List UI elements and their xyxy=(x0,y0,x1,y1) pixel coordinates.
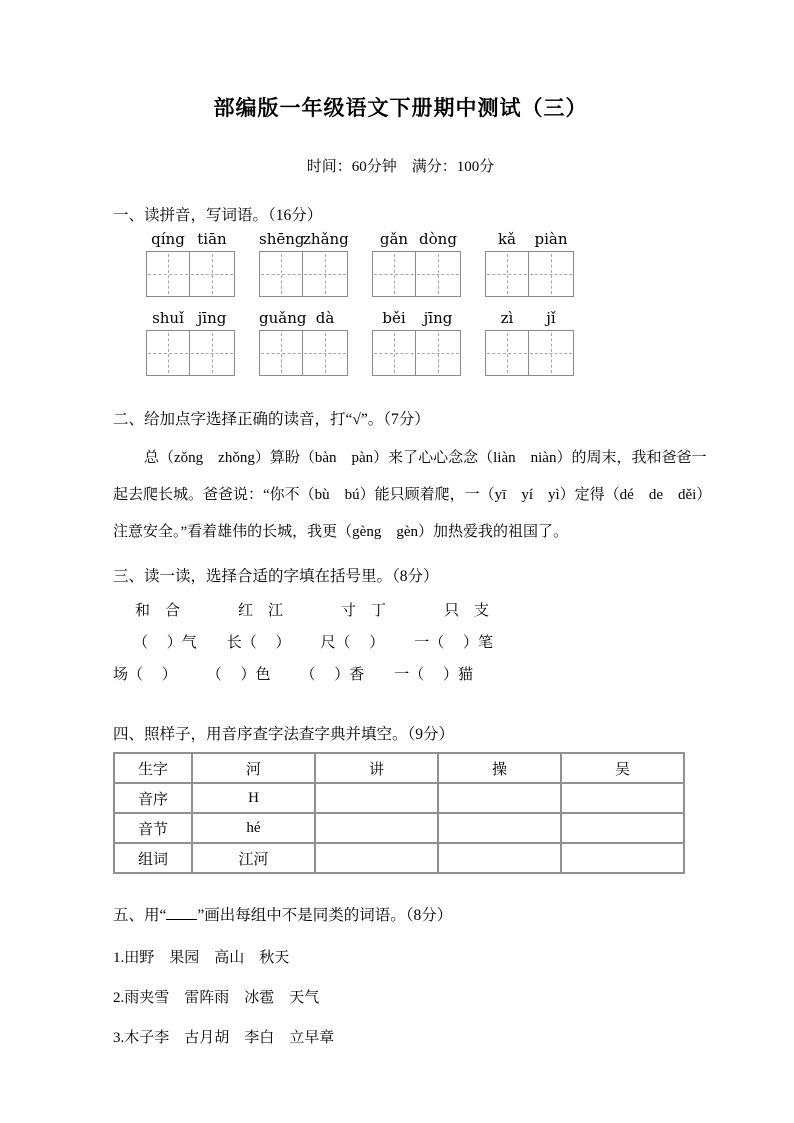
writing-cell[interactable] xyxy=(372,251,416,297)
pinyin-group xyxy=(259,230,348,249)
answer-cell[interactable] xyxy=(561,783,684,813)
section-1-heading: 一、读拼音，写词语。（16分） xyxy=(113,207,323,224)
writing-cell[interactable] xyxy=(190,330,235,376)
pinyin-syllable: qíng xyxy=(151,230,185,248)
writing-cell[interactable] xyxy=(416,330,461,376)
table-cell: 生字 xyxy=(114,753,192,783)
table-cell: 操 xyxy=(438,753,561,783)
pronunciation-passage xyxy=(113,440,712,551)
writing-cell[interactable] xyxy=(146,330,190,376)
pinyin-syllable: shēng xyxy=(259,230,305,248)
fill-in-item: （ ）香 xyxy=(300,667,365,683)
answer-cell[interactable] xyxy=(315,783,438,813)
fill-in-item: （ ）色 xyxy=(206,667,271,683)
pinyin-group xyxy=(372,230,461,249)
pinyin-group xyxy=(372,309,461,328)
word-group-2: 2.雨夹雪 雷阵雨 冰雹 天气 xyxy=(113,990,320,1006)
writing-box-group xyxy=(146,330,235,376)
fill-in-item: 长（ ） xyxy=(226,635,291,651)
heading-text: ”画出每组中不是同类的词语。（8分） xyxy=(197,907,453,924)
fill-in-row-1 xyxy=(133,633,688,653)
writing-box-group xyxy=(259,251,348,297)
table-row-initial xyxy=(114,783,684,813)
section-2-heading: 二、给加点字选择正确的读音，打“√”。（7分） xyxy=(113,411,430,428)
character-options xyxy=(135,601,688,621)
writing-cell[interactable] xyxy=(303,330,348,376)
table-row-characters xyxy=(114,753,684,783)
heading-text: 五、用“ xyxy=(113,907,167,924)
table-cell: 讲 xyxy=(315,753,438,783)
pinyin-syllable: jīng xyxy=(197,309,227,327)
character-pair: 寸 丁 xyxy=(341,603,387,619)
table-row-syllable xyxy=(114,813,684,843)
pinyin-group xyxy=(146,309,235,328)
fill-in-item: 一（ ）猫 xyxy=(394,667,474,683)
exam-meta: 时间：60分钟 满分：100分 xyxy=(306,159,495,175)
writing-cell[interactable] xyxy=(372,330,416,376)
answer-blank xyxy=(166,906,197,920)
table-cell: 吴 xyxy=(561,753,684,783)
pinyin-syllable: dà xyxy=(315,309,335,327)
passage-line: 注意安全。”看着雄伟的长城，我更（gèng gèn）加热爱我的祖国了。 xyxy=(113,524,568,540)
writing-cell[interactable] xyxy=(190,251,235,297)
writing-cell[interactable] xyxy=(529,330,574,376)
pinyin-syllable: guǎng xyxy=(259,309,307,327)
writing-cell[interactable] xyxy=(485,251,529,297)
answer-cell[interactable] xyxy=(561,813,684,843)
writing-cell[interactable] xyxy=(529,251,574,297)
answer-cell[interactable] xyxy=(315,843,438,873)
character-pair: 红 江 xyxy=(238,603,284,619)
pinyin-syllable: zì xyxy=(500,309,514,327)
table-cell: 音序 xyxy=(114,783,192,813)
section-4-heading: 四、照样子，用音序查字法查字典并填空。（9分） xyxy=(113,726,455,743)
table-cell: H xyxy=(192,783,315,813)
writing-grid-row-1 xyxy=(146,251,688,297)
writing-box-group xyxy=(146,251,235,297)
writing-cell[interactable] xyxy=(146,251,190,297)
pinyin-syllable: kǎ xyxy=(497,230,517,248)
pinyin-syllable: běi xyxy=(382,309,406,327)
pinyin-syllable: piàn xyxy=(534,230,568,248)
section-5-heading xyxy=(113,906,688,926)
answer-cell[interactable] xyxy=(438,813,561,843)
pinyin-syllable: jǐ xyxy=(546,309,556,327)
writing-grid-row-2 xyxy=(146,330,688,376)
table-row-word xyxy=(114,843,684,873)
writing-box-group xyxy=(259,330,348,376)
fill-in-item: 一（ ）笔 xyxy=(414,635,494,651)
table-cell: 音节 xyxy=(114,813,192,843)
pinyin-group xyxy=(146,230,235,249)
table-cell: 河 xyxy=(192,753,315,783)
character-pair: 和 合 xyxy=(135,603,181,619)
writing-cell[interactable] xyxy=(259,330,303,376)
table-cell: 组词 xyxy=(114,843,192,873)
writing-box-group xyxy=(372,330,461,376)
pinyin-syllable: dòng xyxy=(419,230,457,248)
pinyin-group xyxy=(485,230,574,249)
word-group-3: 3.木子李 古月胡 李白 立早章 xyxy=(113,1030,335,1046)
section-3-heading: 三、读一读，选择合适的字填在括号里。（8分） xyxy=(113,568,439,585)
writing-cell[interactable] xyxy=(259,251,303,297)
page-title: 部编版一年级语文下册期中测试（三） xyxy=(213,96,588,120)
pinyin-syllable: zhǎng xyxy=(303,230,349,248)
table-cell: hé xyxy=(192,813,315,843)
table-cell: 江河 xyxy=(192,843,315,873)
writing-box-group xyxy=(372,251,461,297)
word-group-1: 1.田野 果园 高山 秋天 xyxy=(113,950,290,966)
pinyin-syllable: tiān xyxy=(197,230,227,248)
answer-cell[interactable] xyxy=(438,843,561,873)
pinyin-row-2 xyxy=(146,309,688,328)
answer-cell[interactable] xyxy=(438,783,561,813)
character-pair: 只 支 xyxy=(444,603,490,619)
pinyin-syllable: shuǐ xyxy=(152,309,184,327)
passage-line: 起去爬长城。爸爸说：“你不（bù bú）能只顾着爬，一（yī yí yì）定得（dé de děi） xyxy=(113,487,712,503)
passage-line: 总（zǒng zhǒng）算盼（bàn pàn）来了心心念念（liàn niàn）的周末，我和爸爸一 xyxy=(144,450,707,466)
pinyin-group xyxy=(259,309,348,328)
writing-box-group xyxy=(485,251,574,297)
pinyin-row-1 xyxy=(146,230,688,249)
writing-cell[interactable] xyxy=(416,251,461,297)
writing-cell[interactable] xyxy=(485,330,529,376)
fill-in-item: 场（ ） xyxy=(113,667,177,683)
pinyin-group xyxy=(485,309,574,328)
dictionary-lookup-table xyxy=(113,752,685,874)
fill-in-row-2 xyxy=(113,665,688,685)
answer-cell[interactable] xyxy=(315,813,438,843)
fill-in-item: （ ）气 xyxy=(133,635,197,651)
writing-box-group xyxy=(485,330,574,376)
fill-in-item: 尺（ ） xyxy=(320,635,385,651)
pinyin-syllable: jīng xyxy=(423,309,453,327)
writing-cell[interactable] xyxy=(303,251,348,297)
answer-cell[interactable] xyxy=(561,843,684,873)
pinyin-syllable: gǎn xyxy=(379,230,409,248)
